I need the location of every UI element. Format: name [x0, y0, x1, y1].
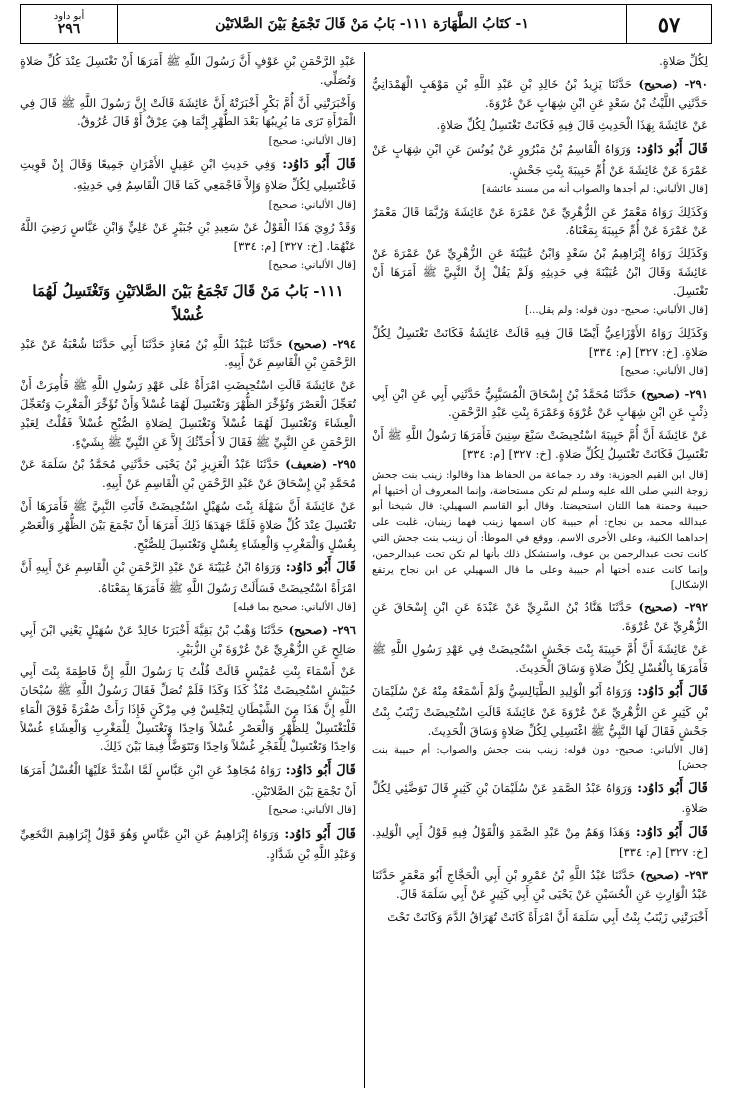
right-column-text-block — [372, 640, 708, 678]
right-column-text-block — [372, 203, 708, 241]
block-text: وَأَخْبَرَتْنِي أَنَّ أُمَّ بَكْرٍ أَخْبَرَتْهُ أَنَّ عَائِشَةَ قَالَتْ إِنَّ رَسُولَ اللَّهِ ﷺ قَالَ فِي الْمَرْأَةِ تَرَى مَا يُرِيبُهَا بَعْدَ الطُّهْرِ إِنَّمَا هِيَ عِرْقٌ أَوْ قَالَ عُرُوقٌ. — [20, 95, 356, 129]
left-column-ad-block — [20, 760, 356, 800]
left-column-text-block — [20, 218, 356, 256]
block-text: وَرَوَاهُ ابْنُ عُيَيْنَةَ عَنْ عَبْدِ الرَّحْمَنِ بْنِ الْقَاسِمِ عَنْ أَبِيهِ أَنَّ امْرَأَةً اسْتُحِيضَتْ فَسَأَلَتْ رَسُولَ اللَّهِ ﷺ فَأَمَرَهَا بِمَعْنَاهُ. — [20, 560, 356, 595]
right-text-column — [372, 52, 708, 1088]
block-text: عَبْدِ الرَّحْمَنِ بْنِ عَوْفٍ أَنَّ رَسُولَ اللَّهِ ﷺ أَمَرَهَا أَنْ تَغْتَسِلَ عِنْدَ كُلِّ صَلاةٍ وَتُصَلِّي. — [20, 54, 356, 87]
block-text: وَرَوَاهُ إِبْرَاهِيمُ عَنِ ابْنِ عَبَّاسٍ وَهُوَ قَوْلُ إِبْرَاهِيمَ النَّخَعِيِّ وَعَبْدِ اللَّهِ بْنِ شَدَّادٍ. — [20, 826, 356, 861]
block-text: [قال ابن القيم الجوزية: وقد رد جماعة من الحفاظ هذا وقالوا: زينب بنت جحش زوجة النبي صلى الله عليه وسلم لم تكن مستحاضة، وإنما المعروف أن أختيها أم حبيبة وحمنة هما اللتان استحيضتا. وقال أبو القاسم السهيلي: قال شيخنا أبو عبدالله محمد بن نجاح: أم حبيبة كان اسمها زينب فهما زينبان، غلبت على إحداهما الكنية، وعلى الأخرى الاسم. ووقع في الموطأ: أن زينب بنت جحش التي كانت تحت عبدالرحمن بن عوف، واستشكل ذلك بأنها لم تكن تحت عبدالرحمن، وإنما كانت عنده أختها أم حبيبة وعلى ما قال السهيلي عن ابن نجاح يرتفع الإشكال] — [372, 469, 708, 592]
block-lead: ٢٩٤- (صحيح) — [282, 336, 356, 351]
left-column-text-block — [20, 52, 356, 90]
block-text: حَدَّثَنَا عَبْدُ الْعَزِيزِ بْنُ يَحْيَى حَدَّثَنِي مُحَمَّدُ بْنُ سَلَمَةَ عَنْ مُحَمَّدِ بْنِ إِسْحَاقَ عَنْ عَبْدِ الرَّحْمَنِ بْنِ الْقَاسِمِ عَنْ أَبِيهِ. — [20, 457, 356, 491]
left-column-ad-block — [20, 154, 356, 194]
left-column-num-block — [20, 335, 356, 373]
right-column-num-block — [372, 866, 708, 904]
left-column-ad-block — [20, 557, 356, 597]
block-lead: ٢٩٥- (ضعيف) — [279, 457, 356, 472]
right-column-text-block — [372, 52, 708, 71]
right-column-num-block — [372, 598, 708, 636]
right-column-text-block — [372, 426, 708, 464]
left-column-grade-block — [20, 804, 356, 818]
block-text: وَفِي حَدِيثِ ابْنِ عَقِيلٍ الأَمْرَانِ جَمِيعًا وَقَالَ إِنْ قَوِيتِ فَاغْتَسِلِي لِكُلِّ صَلاةٍ وَإِلاَّ فَاجْمَعِي كَمَا قَالَ الْقَاسِمُ فِي حَدِيثِهِ. — [20, 157, 356, 192]
block-text: لِكُلِّ صَلاةٍ. — [659, 54, 708, 68]
right-column-text-block — [372, 116, 708, 135]
right-column-ad-block — [372, 822, 708, 862]
left-column-chapter-block — [20, 279, 356, 327]
book-reference — [21, 5, 118, 43]
block-lead: قَالَ أَبُو دَاوُد: — [631, 142, 708, 158]
block-text: وَكَذَلِكَ رَوَاهُ مَعْمَرٌ عَنِ الزُّهْرِيِّ عَنْ عَمْرَةَ عَنْ عَائِشَةَ وَرُبَّمَا قَالَ مَعْمَرٌ عَنْ عَمْرَةَ عَنْ أُمِّ حَبِيبَةَ بِمَعْنَاهُ. — [372, 204, 708, 238]
block-text: عَنْ أَسْمَاءَ بِنْتِ عُمَيْسٍ قَالَتْ قُلْتُ يَا رَسُولَ اللَّهِ إِنَّ فَاطِمَةَ بِنْتَ أَبِي حُبَيْشٍ اسْتُحِيضَتْ مُنْذُ كَذَا وَكَذَا فَلَمْ تُصَلِّ فَقَالَ رَسُولُ اللَّهِ ﷺ سُبْحَانَ اللَّهِ إِنَّ هَذَا مِنَ الشَّيْطَانِ لِتَجْلِسْ فِي مِرْكَنٍ فَإِذَا رَأَتْ صُفْرَةً فَوْقَ الْمَاءِ فَلْتَغْتَسِلْ لِلظُّهْرِ وَالْعَصْرِ غُسْلاً وَاحِدًا وَتَغْتَسِلْ لِلْمَغْرِبِ وَالْعِشَاءِ غُسْلاً وَاحِدًا وَتَغْتَسِلْ لِلْفَجْرِ غُسْلاً وَاحِدًا وَتَتَوَضَّأْ فِيمَا بَيْنَ ذَلِكَ. — [20, 664, 356, 754]
block-lead: ٢٩٢- (صحيح) — [632, 600, 708, 615]
right-column-grade-block — [372, 183, 708, 197]
block-text: [قال الألباني: صحيح] — [268, 805, 356, 817]
left-column-grade-block — [20, 601, 356, 615]
block-text: [قال الألباني: صحيح- دون قوله: ولم يقل...] — [524, 305, 708, 317]
block-text: حَدَّثَنَا يَزِيدُ بْنُ خَالِدِ بْنِ عَبْدِ اللَّهِ بْنِ مَوْهَبٍ الْهَمْدَانِيُّ حَدَّثَنِي اللَّيْثُ بْنُ سَعْدٍ عَنِ ابْنِ شِهَابٍ عَنْ عُرْوَةَ. — [372, 76, 708, 110]
book-page: ٢٩٦ — [57, 20, 81, 37]
left-column-num-block — [20, 621, 356, 659]
block-text: [قال الألباني: صحيح] — [268, 260, 356, 272]
block-text: [قال الألباني: صحيح] — [620, 366, 708, 378]
left-column-grade-block — [20, 199, 356, 213]
block-lead: قَالَ أَبُو دَاوُد: — [278, 826, 356, 842]
left-column-text-block — [20, 94, 356, 132]
block-text: وَقَدْ رُوِيَ هَذَا الْقَوْلُ عَنْ سَعِيدِ بْنِ جُبَيْرٍ عَنْ عَلِيٍّ وَابْنِ عَبَّاسٍ رَضِيَ اللَّهُ عَنْهُمَا. [خ: ٣٢٧] [م: ٣٣٤] — [20, 219, 356, 253]
block-text: وَرَوَاهُ عَبْدُ الصَّمَدِ عَنْ سُلَيْمَانَ بْنِ كَثِيرٍ قَالَ تَوَضَّئِي لِكُلِّ صَلاةٍ. — [372, 780, 708, 816]
block-text: عَنْ عَائِشَةَ أَنَّ أُمَّ حَبِيبَةَ اسْتُحِيضَتْ سَبْعَ سِنِينَ فَأَمَرَهَا رَسُولُ اللَّهِ ﷺ أَنْ تَغْتَسِلَ فَكَانَتْ تَغْتَسِلُ لِكُلِّ صَلاةٍ. [خ: ٣٢٧] [م: ٣٣٤] — [372, 428, 708, 461]
block-text: عَنْ عَائِشَةَ أَنَّ سَهْلَةَ بِنْتَ سُهَيْلٍ اسْتُحِيضَتْ فَأَتَتِ النَّبِيَّ ﷺ فَأَمَرَهَا أَنْ تَغْتَسِلَ عِنْدَ كُلِّ صَلاةٍ فَلَمَّا جَهَدَهَا ذَلِكَ أَمَرَهَا أَنْ تَجْمَعَ بَيْنَ الظُّهْرِ وَالْعَصْرِ بِغُسْلٍ وَالْمَغْرِبِ وَالْعِشَاءِ بِغُسْلٍ وَتَغْتَسِلَ لِلصُّبْحِ. — [20, 498, 356, 551]
book-name: أبو داود — [53, 10, 85, 22]
block-lead: ٢٩٣- (صحيح) — [635, 868, 708, 883]
block-text: حَدَّثَنَا عُبَيْدُ اللَّهِ بْنُ مُعَاذٍ حَدَّثَنَا أَبِي حَدَّثَنَا شُعْبَةُ عَنْ عَبْدِ الرَّحْمَنِ بْنِ الْقَاسِمِ عَنْ أَبِيهِ. — [20, 336, 356, 370]
right-column-ad-block — [372, 681, 708, 740]
right-column-ad-block — [372, 778, 708, 818]
block-lead: قَالَ أَبُو دَاوُد: — [630, 825, 708, 840]
left-text-column — [20, 52, 356, 1088]
block-lead: ٢٩٠- (صحيح) — [631, 76, 708, 91]
block-text: [قال الألباني: صحيح] — [268, 199, 356, 211]
right-column-grade-block — [372, 744, 708, 773]
left-column-text-block — [20, 662, 356, 756]
left-column-num-block — [20, 455, 356, 493]
right-column-num-block — [372, 385, 708, 423]
column-divider — [364, 52, 365, 1088]
left-column-ad-block — [20, 824, 356, 864]
block-text: حَدَّثَنَا عَبْدُ اللَّهِ بْنُ عَمْرِو بْنِ أَبِي الْحَجَّاجِ أَبُو مَعْمَرٍ حَدَّثَنَا عَبْدُ الْوَارِثِ عَنِ الْحُسَيْنِ عَنْ يَحْيَى بْنِ أَبِي كَثِيرٍ عَنْ أَبِي سَلَمَةَ قَالَ. — [372, 868, 708, 901]
block-text: وَهَذَا وَهَمٌ مِنْ عَبْدِ الصَّمَدِ وَالْقَوْلُ فِيهِ قَوْلُ أَبِي الْوَلِيدِ. [خ: ٣٢٧] [م: ٣٣٤] — [372, 825, 708, 860]
page-number: ٥٧ — [626, 5, 711, 43]
right-column-num-block — [372, 75, 708, 113]
block-text: وَكَذَلِكَ رَوَاهُ إِبْرَاهِيمُ بْنُ سَعْدٍ وَابْنُ عُيَيْنَةَ عَنِ الزُّهْرِيِّ عَنْ عَمْرَةَ عَنْ عَائِشَةَ وَقَالَ ابْنُ عُيَيْنَةَ فِي حَدِيثِهِ وَلَمْ يَقُلْ إِنَّ النَّبِيَّ ﷺ أَمَرَهَا أَنْ تَغْتَسِلَ. — [372, 246, 708, 298]
block-lead: قَالَ أَبُو دَاوُد: — [275, 157, 356, 173]
right-column-note-block — [372, 468, 708, 595]
right-column-text-block — [372, 908, 708, 927]
block-text: عَنْ عَائِشَةَ قَالَتِ اسْتُحِيضَتِ امْرَأَةٌ عَلَى عَهْدِ رَسُولِ اللَّهِ ﷺ فَأُمِرَتْ أَنْ تُعَجِّلَ الْعَصْرَ وَتُؤَخِّرَ الظُّهْرَ وَتَغْتَسِلَ لَهُمَا غُسْلاً وَأَنْ تُؤَخِّرَ الْمَغْرِبَ وَتُعَجِّلَ الْعِشَاءَ وَتَغْتَسِلَ لَهُمَا غُسْلاً وَتَغْتَسِلَ لِصَلاةِ الصُّبْحِ غُسْلاً فَقُلْتُ لِعَبْدِ الرَّحْمَنِ عَنِ النَّبِيِّ ﷺ فَقَالَ لاَ أُحَدِّثُكَ إِلاَّ عَنِ النَّبِيِّ ﷺ بِشَيْءٍ. — [20, 378, 356, 449]
block-text: حَدَّثَنَا هَنَّادُ بْنُ السَّرِيِّ عَنْ عَبْدَةَ عَنِ ابْنِ إِسْحَاقَ عَنِ الزُّهْرِيِّ عَنْ عُرْوَةَ. — [372, 600, 708, 633]
right-column-text-block — [372, 244, 708, 300]
block-text: ١١١- بَابُ مَنْ قَالَ تَجْمَعُ بَيْنَ الصَّلاتَيْنِ وَتَغْتَسِلُ لَهُمَا غُسْلاً — [32, 281, 344, 324]
running-title: ١- كتَابُ الطَّهَارَة ١١١- بَابُ مَنْ قَالَ تَجْمَعُ بَيْنَ الصَّلاتَيْن — [215, 16, 529, 32]
right-column-ad-block — [372, 139, 708, 179]
block-text: رَوَاهُ مُجَاهِدٌ عَنِ ابْنِ عَبَّاسٍ لَمَّا اشْتَدَّ عَلَيْهَا الْغُسْلُ أَمَرَهَا أَنْ تَجْمَعَ بَيْنَ الصَّلاتَيْنِ. — [20, 763, 356, 798]
block-text: أَخْبَرَتْنِي زَيْنَبُ بِنْتُ أَبِي سَلَمَةَ أَنَّ امْرَأَةً كَانَتْ تُهَرَاقُ الدَّمَ وَكَانَتْ تَحْتَ — [387, 909, 708, 924]
block-text: [قال الألباني: صحيح بما قبله] — [233, 602, 356, 614]
left-column-text-block — [20, 376, 356, 451]
block-lead: ٢٩١- (صحيح) — [636, 386, 708, 401]
page-header — [20, 4, 712, 44]
left-column-grade-block — [20, 135, 356, 149]
block-text: عَنْ عَائِشَةَ بِهَذَا الْحَدِيثِ قَالَ فِيهِ فَكَانَتْ تَغْتَسِلُ لِكُلِّ صَلاةٍ. — [436, 118, 708, 133]
block-lead: قَالَ أَبُو دَاوُد: — [280, 560, 356, 576]
block-text: وَرَوَاهُ أَبُو الْوَلِيدِ الطَّيَالِسِيُّ وَلَمْ أَسْمَعْهُ مِنْهُ عَنْ سُلَيْمَانَ بْنِ كَثِيرٍ عَنِ الزُّهْرِيِّ عَنْ عُرْوَةَ عَنْ عَائِشَةَ قَالَتِ اسْتُحِيضَتْ زَيْنَبُ بِنْتُ جَحْشٍ فَقَالَ لَهَا النَّبِيُّ ﷺ اغْتَسِلِي لِكُلِّ صَلاةٍ وَسَاقَ الْحَدِيثَ. — [372, 684, 708, 738]
block-lead: قَالَ أَبُو دَاوُد: — [280, 763, 356, 779]
right-column-grade-block — [372, 304, 708, 318]
left-column-grade-block — [20, 259, 356, 273]
block-text: [قال الألباني: صحيح] — [268, 136, 356, 148]
block-text: حَدَّثَنَا مُحَمَّدُ بْنُ إِسْحَاقَ الْمُسَيَّبِيُّ حَدَّثَنِي أَبِي عَنِ ابْنِ أَبِي ذِئْبٍ عَنِ ابْنِ شِهَابٍ عَنْ عُرْوَةَ وَعَمْرَةَ بِنْتِ عَبْدِ الرَّحْمَنِ. — [372, 386, 708, 420]
block-lead: قَالَ أَبُو دَاوُد: — [632, 684, 708, 700]
left-column-text-block — [20, 497, 356, 553]
block-lead: ٢٩٦- (صحيح) — [283, 622, 356, 637]
block-lead: قَالَ أَبُو دَاوُد: — [632, 780, 708, 796]
block-text: عَنْ عَائِشَةَ أَنَّ أُمَّ حَبِيبَةَ بِنْتَ جَحْشٍ اسْتُحِيضَتْ فِي عَهْدِ رَسُولِ اللَّهِ ﷺ فَأَمَرَهَا بِالْغُسْلِ لِكُلِّ صَلاةٍ وَسَاقَ الْحَدِيثَ. — [372, 641, 708, 675]
right-column-text-block — [372, 324, 708, 362]
block-text: حَدَّثَنَا وَهْبُ بْنُ بَقِيَّةَ أَخْبَرَنَا خَالِدٌ عَنْ سُهَيْلٍ يَعْنِي ابْنَ أَبِي صَالِحٍ عَنِ الزُّهْرِيِّ عَنْ عُرْوَةَ بْنِ الزُّبَيْرِ. — [20, 622, 356, 656]
block-text: [قال الألباني: لم أجدها والصواب أنه من مسند عائشة] — [482, 184, 708, 196]
block-text: وَكَذَلِكَ رَوَاهُ الأَوْزَاعِيُّ أَيْضًا قَالَ فِيهِ قَالَتْ عَائِشَةُ فَكَانَتْ تَغْتَسِلُ لِكُلِّ صَلاةٍ. [خ: ٣٢٧] [م: ٣٣٤] — [372, 325, 708, 359]
right-column-grade-block — [372, 365, 708, 379]
block-text: وَرَوَاهُ الْقَاسِمُ بْنُ مَبْرُورٍ عَنْ يُونُسَ عَنِ ابْنِ شِهَابٍ عَنْ عَمْرَةَ عَنْ عَائِشَةَ عَنْ أُمِّ حَبِيبَةَ بِنْتِ جَحْشٍ. — [372, 142, 708, 177]
block-text: [قال الألباني: صحيح- دون قوله: زينب بنت جحش والصواب: أم حبيبة بنت جحش] — [372, 745, 708, 771]
